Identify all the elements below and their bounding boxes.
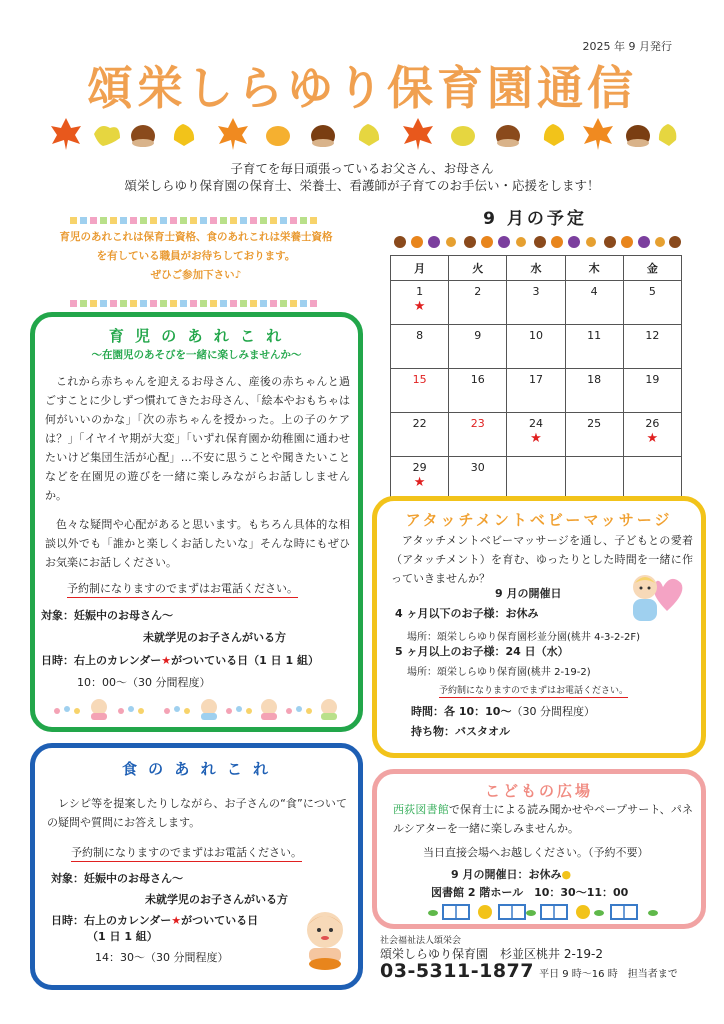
massage-paragraph: アタッチメントベビーマッサージを通し、子どもとの愛着（アタッチメント）を育む、ゆったりとした時間を一緒に作っていきませんか？ (391, 534, 693, 585)
book-icon (611, 905, 637, 919)
notice-line-3: ぜひご参加下さい♪ (150, 269, 242, 281)
footer-contact (380, 960, 678, 982)
books-decoration (427, 901, 659, 921)
ginkgo-leaf-icon (359, 124, 379, 146)
calendar-day: 19 (623, 369, 681, 413)
newsletter-title: 頌栄しらゆり保育園通信 (87, 61, 637, 115)
baby-with-heart-icon (623, 571, 685, 627)
footer-organization: 社会福祉法人頌栄会 (380, 936, 462, 946)
ginkgo-leaf-icon (174, 124, 194, 146)
staff-notice (46, 228, 346, 285)
weekday-header: 木 (565, 256, 623, 281)
star-icon: ★ (161, 654, 172, 667)
food-target-line-2: 未就学児のお子さんがいる方 (145, 893, 288, 906)
dotted-border-top (70, 209, 325, 219)
kids-plaza-section (372, 769, 706, 929)
calendar-day: 18 (565, 369, 623, 413)
chestnut-icon (131, 125, 155, 147)
massage-dates-heading: 9 月の開催日 (495, 587, 562, 600)
food-time: 14：30～（30 分間程度） (95, 951, 229, 964)
childcare-paragraph-1: これから赤ちゃんを迎えるお母さん、産後の赤ちゃんと過ごすことに少しずつ慣れてきたお母さん、「絵本やおもちゃは何がいいのかな」「次の赤ちゃんを授かった。上の子のケアは？」「イヤイヤ期が大変」「いずれ保育園か幼稚園に通わせたいけど集団生活が心配」…不安に思うことや聞きたいことなどを在園児の遊びを一緒に楽しみながらお話ししませんか。 (45, 375, 350, 502)
calendar-day: 22 (391, 413, 449, 457)
star-icon: ★ (171, 914, 182, 927)
september-calendar (390, 255, 682, 501)
plaza-paragraph: 西荻図書館で保育士による読み聞かせやペープサート、パネルシアターを一緒に楽しみませんか。 (393, 803, 693, 835)
baby-massage-section (372, 496, 706, 758)
weekday-header: 水 (507, 256, 565, 281)
issue-date: 2025 年 9 月発行 (582, 40, 672, 53)
childcare-paragraph-2: 色々な疑問や心配があると思います。もちろん具体的な相談以外でも「誰かと楽しくお話したいな」そんな時にもぜひお気楽にお話しください。 (45, 518, 350, 569)
calendar-day: 24 ★ (507, 413, 565, 457)
calendar-day (507, 457, 565, 501)
massage-time: 時間：各 10：10～（30 分間程度） (411, 705, 595, 718)
calendar-day (565, 457, 623, 501)
childcare-time: 10：00～（30 分間程度） (77, 676, 211, 689)
library-name: 西荻図書館 (393, 803, 449, 816)
footer-name-address: 頌栄しらゆり保育園 杉並区桃井 2-19-2 (380, 947, 604, 961)
footer-phone: 03-5311-1877 (380, 960, 534, 982)
ginkgo-leaf-icon (544, 124, 564, 146)
weekday-header: 火 (449, 256, 507, 281)
massage-over5: 5 ヶ月以上のお子様：24 日（水） (395, 645, 569, 658)
plaza-title: こどもの広場 (484, 782, 593, 800)
calendar-day (623, 457, 681, 501)
baby-icon (201, 699, 217, 720)
calendar-day-holiday: 23 (449, 413, 507, 457)
calendar-day-holiday: 15 (391, 369, 449, 413)
calendar-day: 1 ★ (391, 281, 449, 325)
baby-icon (261, 699, 277, 720)
ginkgo-leaf-icon (266, 126, 290, 146)
footer-hours: 平日 9 時～16 時 担当者まで (539, 969, 678, 980)
calendar-day: 30 (449, 457, 507, 501)
calendar-day: 10 (507, 325, 565, 369)
calendar-day: 9 (449, 325, 507, 369)
baby-eating-icon (297, 906, 353, 972)
calendar-day: 8 (391, 325, 449, 369)
calendar-day: 5 (623, 281, 681, 325)
childcare-target: 対象：妊娠中のお母さん～ (41, 609, 173, 622)
maple-leaf-icon (51, 118, 81, 150)
massage-over5-place: 場所：頌栄しらゆり保育園(桃井 2-19-2) (407, 667, 591, 678)
maple-leaf-icon (403, 118, 433, 150)
chestnut-icon (496, 125, 520, 147)
book-icon (443, 905, 469, 919)
massage-title: アタッチメントベビーマッサージ (405, 511, 673, 529)
ginkgo-leaf-icon (659, 124, 676, 146)
intro-text (0, 160, 724, 194)
childcare-title: 育 児 の あ れ こ れ (108, 327, 285, 345)
ginkgo-leaf-icon (451, 126, 475, 146)
childcare-reservation-note: 予約制になりますのでまずはお電話ください。 (67, 580, 298, 598)
notice-line-1: 育児のあれこれは保育士資格、食のあれこれは栄養士資格 (59, 231, 333, 243)
maple-leaf-icon (583, 118, 613, 150)
food-reservation-note: 予約制になりますのでまずはお電話ください。 (71, 844, 302, 862)
book-icon (541, 905, 567, 919)
event-star-icon: ★ (530, 431, 542, 446)
event-star-icon: ★ (413, 475, 426, 490)
calendar-day: 29 ★ (391, 457, 449, 501)
calendar-day: 26 ★ (623, 413, 681, 457)
calendar-day: 12 (623, 325, 681, 369)
food-date: 日時：右上のカレンダー★がついている日 (51, 914, 259, 927)
weekday-header: 金 (623, 256, 681, 281)
autumn-fruits-decoration (390, 232, 685, 252)
babies-decoration (49, 695, 344, 721)
baby-icon (91, 699, 107, 720)
notice-line-2: を有している職員がお待ちしております。 (96, 250, 296, 262)
food-paragraph: レシピ等を提案したりしながら、お子さんの“食”についての疑問や質問にお答えします。 (47, 797, 347, 829)
plaza-date: 9 月の開催日：お休み● (451, 868, 572, 881)
chestnut-icon (311, 125, 335, 147)
dotted-border-bottom (70, 292, 325, 302)
event-star-icon: ★ (646, 431, 659, 446)
weekday-header: 月 (391, 256, 449, 281)
ginkgo-leaf-icon (94, 126, 120, 146)
star-flower-icon (576, 905, 590, 919)
plaza-walkin: 当日直接会場へお越しください。（予約不要） (423, 846, 649, 859)
star-flower-icon (478, 905, 492, 919)
massage-under4: 4 ヶ月以下のお子様：お休み (395, 607, 539, 620)
calendar-day: 17 (507, 369, 565, 413)
baby-icon (321, 699, 337, 720)
childcare-section (30, 312, 363, 732)
food-section (30, 743, 363, 990)
calendar-day: 25 (565, 413, 623, 457)
intro-line-1: 子育てを毎日頑張っているお父さん、お母さん (230, 161, 494, 176)
food-title: 食 の あ れ こ れ (121, 760, 272, 778)
childcare-date: 日時：右上のカレンダー★がついている日（1 日 1 組） (41, 654, 319, 667)
calendar-day: 2 (449, 281, 507, 325)
calendar-title: 9 月の予定 (483, 209, 587, 229)
chick-icon: ● (561, 868, 572, 881)
childcare-subtitle: ～在園児のあそびを一緒に楽しみませんか～ (91, 349, 302, 361)
book-icon (499, 905, 525, 919)
calendar-day: 11 (565, 325, 623, 369)
chestnut-icon (626, 125, 650, 147)
plaza-venue: 図書館 2 階ホール 10：30～11：00 (431, 886, 629, 899)
calendar-day: 16 (449, 369, 507, 413)
intro-line-2: 頌栄しらゆり保育園の保育士、栄養士、看護師が子育てのお手伝い・応援をします！ (124, 178, 600, 193)
event-star-icon: ★ (413, 299, 426, 314)
massage-under4-place: 場所：頌栄しらゆり保育園杉並分園(桃井 4-3-2-2F) (407, 632, 641, 643)
food-target: 対象：妊娠中のお母さん～ (51, 872, 183, 885)
autumn-leaves-decoration (48, 116, 678, 152)
massage-reservation-note: 予約制になりますのでまずはお電話ください。 (439, 683, 628, 698)
food-date-line-2: （1 日 1 組） (87, 930, 158, 943)
maple-leaf-icon (218, 118, 248, 150)
massage-items: 持ち物：バスタオル (411, 725, 510, 738)
childcare-target-line-2: 未就学児のお子さんがいる方 (143, 631, 286, 644)
calendar-day: 3 (507, 281, 565, 325)
calendar-day: 4 (565, 281, 623, 325)
